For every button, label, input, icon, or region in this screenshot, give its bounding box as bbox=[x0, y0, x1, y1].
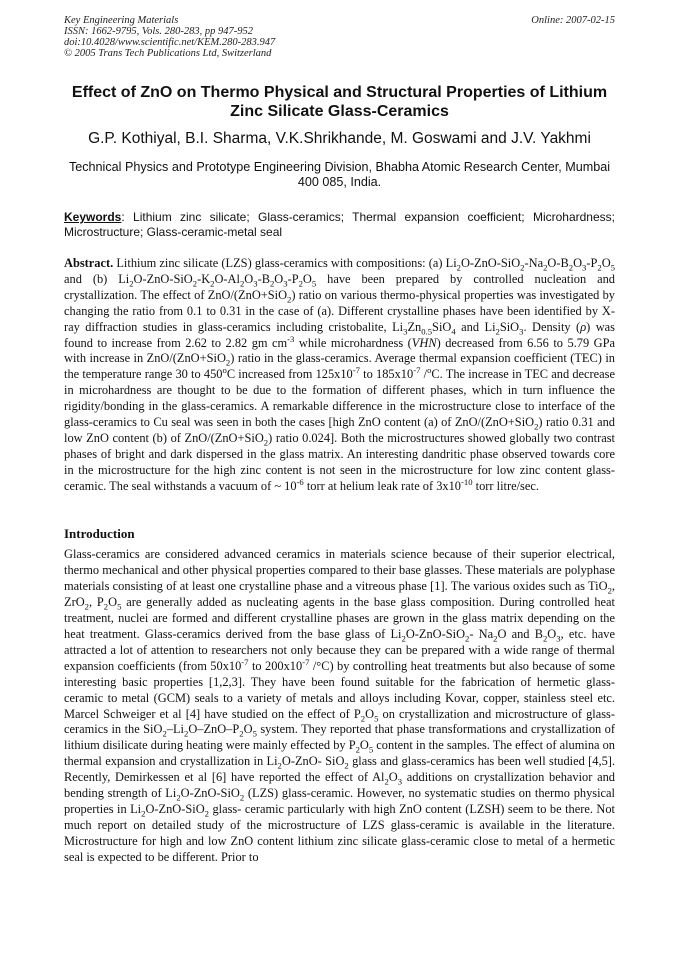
journal-header bbox=[64, 15, 615, 59]
paper-title: Effect of ZnO on Thermo Physical and Structural Properties of Lithium Zinc Silicate Glass-Ceramics bbox=[71, 84, 608, 120]
journal-name: Key Engineering Materials bbox=[64, 15, 179, 26]
copyright-line: © 2005 Trans Tech Publications Ltd, Switzerland bbox=[64, 48, 272, 59]
keywords-section: Keywords: Lithium zinc silicate; Glass-ceramics; Thermal expansion coefficient; Microhardness; Microstructure; Glass-ceramic-metal seal bbox=[64, 210, 615, 239]
affiliation: Technical Physics and Prototype Engineering Division, Bhabha Atomic Research Center, Mumbai 400 085, India. bbox=[68, 160, 611, 189]
author-list: G.P. Kothiyal, B.I. Sharma, V.K.Shrikhande, M. Goswami and J.V. Yakhmi bbox=[88, 130, 591, 147]
keywords-text: Lithium zinc silicate; Glass-ceramics; Thermal expansion coefficient; Microhardness; Microstructure; Glass-ceramic-metal seal bbox=[64, 210, 615, 239]
doi-line: doi:10.4028/www.scientific.net/KEM.280-283.947 bbox=[64, 37, 276, 48]
online-date: Online: 2007-02-15 bbox=[531, 15, 615, 26]
keywords-label: Keywords bbox=[64, 210, 122, 224]
abstract-section: Abstract. Lithium zinc silicate (LZS) glass-ceramics with compositions: (a) $Li_2O-ZnO-SiO_2-Na_2O-B_2O_3-P_2O_5$ and (b) $Li_2O-ZnO-SiO_2-K_2O-Al_2O_3-B_2O_3-P_2O_5$ have been prepared by controlled nucleation and crystallization. The effect of ZnO/(ZnO+SiO$_2$) ratio on various thermo-physical properties was investigated by changing the ratio from 0.1 to 0.31 in the case of (a). Different crystalline phases have been identified by X-ray diffraction studies in glass-ceramics including cristobalite, $Li_3Zn_{0.5}SiO_4$ and $Li_2SiO_3$. Density (ρ) was found to increase from 2.62 to 2.82 gm $cm^{-3}$ while microhardness (VHN) decreased from 6.56 to 5.79 GPa with increase in ZnO/(ZnO+SiO$_2$) ratio in the glass-ceramics. Average thermal expansion coefficient (TEC) in the temperature range 30 to 450$^o$C increased from $125x10^{-7}$ to $185x10^{-7}$ /$^o$C. The increase in TEC and decrease in microhardness are thought to be due to the formation of different phases, which in turn influence the rigidity/bonding in the glass-ceramics. A remarkable difference in the microstructure close to interface of the glass-ceramics to Cu seal was seen in both the cases [high ZnO content (a) of ZnO/(ZnO+SiO$_2$) ratio 0.31 and low ZnO content (b) of ZnO/(ZnO+SiO$_2$) ratio 0.024]. Both the microstructures showed globally two contrast phases of bright and dark dispersed in the glass matrix. An interesting dandritic phase observed towards core in the microstructure for the high zinc content is not seen in the microstructure for low zinc content glass-ceramic. The seal withstands a vacuum of ~ $10^{-6}$ torr at helium leak rate of $3x10^{-10}$ torr litre/sec. bbox=[64, 256, 616, 493]
introduction-body: Glass-ceramics are considered advanced ceramics in materials science because of their superior electrical, thermo mechanical and other physical properties compared to their base glasses. These materials are polyphase materials consisting of at least one crystalline phase and a vitreous phase [1]. The various oxides such as TiO$_2$, ZrO$_2$, $P_2O_5$ are generally added as nucleating agents in the base glass composition. During controlled heat treatment, nuclei are formed and different crystalline phases are grown in the glass matrix depending on the heat treatment. Glass-ceramics derived from the base glass of $Li_2O-ZnO-SiO_2-$ $Na_2O$ and $B_2O_3$, etc. have attracted a lot of attention to researchers not only because they can be prepared with a wide range of thermal expansion coefficients (from $50x10^{-7}$ to $200x10^{-7}$ /°C) by controlling heat treatments but also because of some interesting basic properties [1,2,3]. They have been found suitable for the fabrication of hermetic glass-ceramic to metal (GCM) seals to a variety of metals and alloys including Kovar, copper, stainless steel etc. Marcel Schweiger et al [4] have studied on the effect of $P_2O_5$ on crystallization and microstructure of glass-ceramics in the $SiO_2-Li_2O-ZnO-P_2O_5$ system. They reported that phase transformations and crystallization of lithium disilicate during heating were mainly effected by $P_2O_5$ content in the samples. The effect of alumina on thermal expansion and crystallization in $Li_2O-ZnO-$ SiO$_2$ glass and glass-ceramics has been well studied [4,5]. Recently, Demirkessen et al [6] have reported the effect of $Al_2O_3$ additions on crystallization behavior and bending strength of $Li_2O-ZnO-SiO_2$ (LZS) glass-ceramic. However, no systematic studies on thermo physical properties in $Li_2O-ZnO-SiO_2$ glass- ceramic particularly with high ZnO content (LZSH) seem to be there. Not much report on detailed study of the microstructure of LZS glass-ceramic is available in the literature. Microstructure for high and low ZnO content lithium zinc silicate glass-ceramic close to metal of a hermetic seal is expected to be different. Prior to bbox=[64, 547, 616, 865]
issn-line: ISSN: 1662-9795, Vols. 280-283, pp 947-952 bbox=[64, 26, 253, 37]
introduction-heading: Introduction bbox=[64, 526, 135, 541]
abstract-label: Abstract. bbox=[64, 256, 114, 270]
